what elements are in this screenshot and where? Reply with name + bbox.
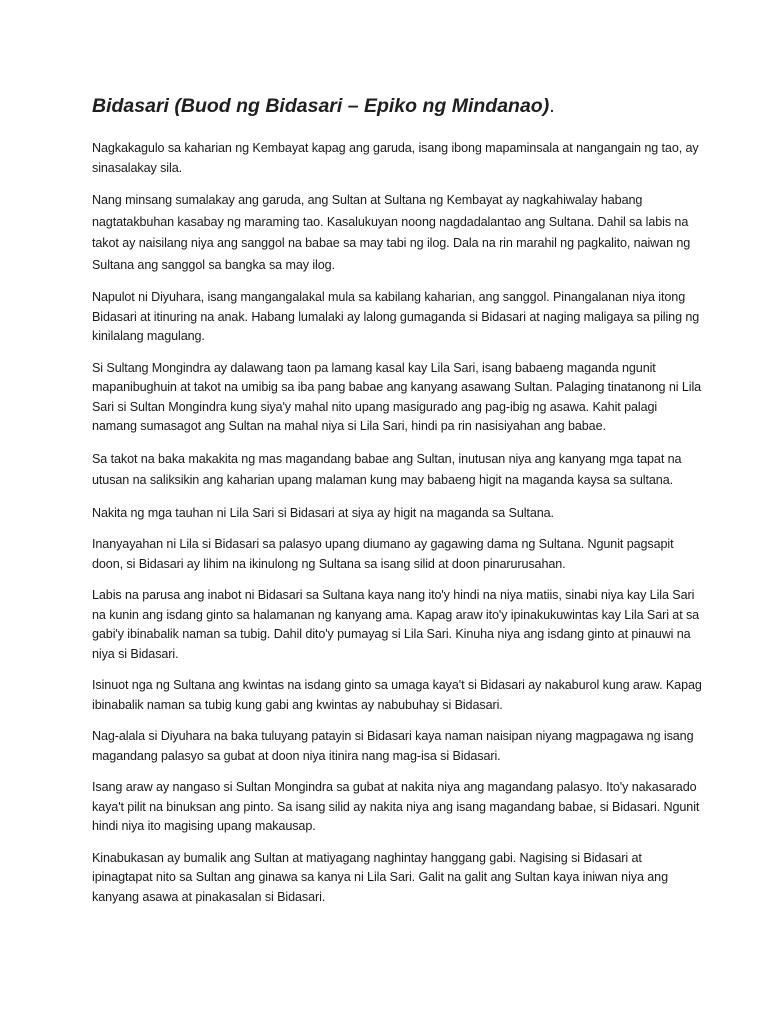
paragraph-12: Kinabukasan ay bumalik ang Sultan at matiyagang naghintay hanggang gabi. Nagising si Bidasari at ipinagtapat nito sa Sultan ang ginawa sa kanya ni Lila Sari. Galit na galit ang Sultan kaya iniwan niya ang kanyang asawa at pinakasalan si Bidasari. [92,850,668,904]
document-title [92,92,704,120]
document-page [92,92,704,919]
paragraph-3: Napulot ni Diyuhara, isang mangangalakal mula sa kabilang kaharian, ang sanggol. Pinangalanan niya itong Bidasari at itinuring na anak. Habang lumalaki ay lalong gumaganda si Bidasari at naging maligaya sa piling ng kinilalang magulang. [92,290,700,343]
paragraph-9: Isinuot nga ng Sultana ang kwintas na isdang ginto sa umaga kaya't si Bidasari ay nakaburol kung araw. Kapag ibinabalik naman sa tubig kung gabi ang kwintas ay nabubuhay si Bidasari. [92,678,702,712]
paragraph-4: Si Sultang Mongindra ay dalawang taon pa lamang kasal kay Lila Sari, isang babaeng maganda ngunit mapanibughuin at takot na umibig sa iba pang babae ang kanyang asawang Sultan. Palaging tinatanong ni Lila Sari si Sultan Mongindra kung siya'y mahal nito upang masigurado ang pag-ibig ng asawa. Kahit palagi namang sumasagot ang Sultan na mahal niya si Lila Sari, hindi pa rin nasisiyahan ang babae. [92,360,702,433]
paragraph-8: Labis na parusa ang inabot ni Bidasari sa Sultana kaya nang ito'y hindi na niya matiis, sinabi niya kay Lila Sari na kunin ang isdang ginto sa halamanan ng kanyang ama. Kapag araw ito'y ipinakukuwintas kay Lila Sari at sa gabi'y ibinabalik naman sa tubig. Dahil dito'y pumayag si Lila Sari. Kinuha niya ang isdang ginto at pinauwi na niya si Bidasari. [92,588,700,661]
paragraph-6: Nakita ng mga tauhan ni Lila Sari si Bidasari at siya ay higit na maganda sa Sultana. [92,505,554,520]
paragraph-2: Nang minsang sumalakay ang garuda, ang Sultan at Sultana ng Kembayat ay nagkahiwalay habang nagtatakbuhan kasabay ng maraming tao. Kasalukuyan noong nagdadalantao ang Sultana. Dahil sa labis na takot ay naisilang niya ang sanggol na babae sa may tabi ng ilog. Dala na rin marahil ng pagkalito, naiwan ng Sultana ang sanggol sa bangka sa may ilog. [92,193,691,272]
paragraph-7: Inanyayahan ni Lila si Bidasari sa palasyo upang diumano ay gagawing dama ng Sultana. Ngunit pagsapit doon, si Bidasari ay lihim na ikinulong ng Sultana sa isang silid at doon pinarurusahan. [92,537,674,571]
title-suffix: . [549,95,555,117]
paragraph-10: Nag-alala si Diyuhara na baka tuluyang patayin si Bidasari kaya naman naisipan niyang magpagawa ng isang magandang palasyo sa gubat at doon niya itinira nang mag-isa si Bidasari. [92,729,694,763]
paragraph-11: Isang araw ay nangaso si Sultan Mongindra sa gubat at nakita niya ang magandang palasyo. Ito'y nakasarado kaya't pilit na binuksan ang pinto. Sa isang silid ay nakita niya ang isang magandang babae, si Bidasari. Ngunit hindi niya ito magising upang makausap. [92,780,700,833]
title-text: Bidasari (Buod ng Bidasari – Epiko ng Mindanao) [92,95,550,117]
paragraph-1: Nagkakagulo sa kaharian ng Kembayat kapag ang garuda, isang ibong mapaminsala at nangangain ng tao, ay sinasalakay sila. [92,141,699,175]
paragraph-5: Sa takot na baka makakita ng mas magandang babae ang Sultan, inutusan niya ang kanyang mga tapat na utusan na saliksikin ang kaharian upang malaman kung may babaeng higit na maganda kaysa sa sultana. [92,451,682,487]
